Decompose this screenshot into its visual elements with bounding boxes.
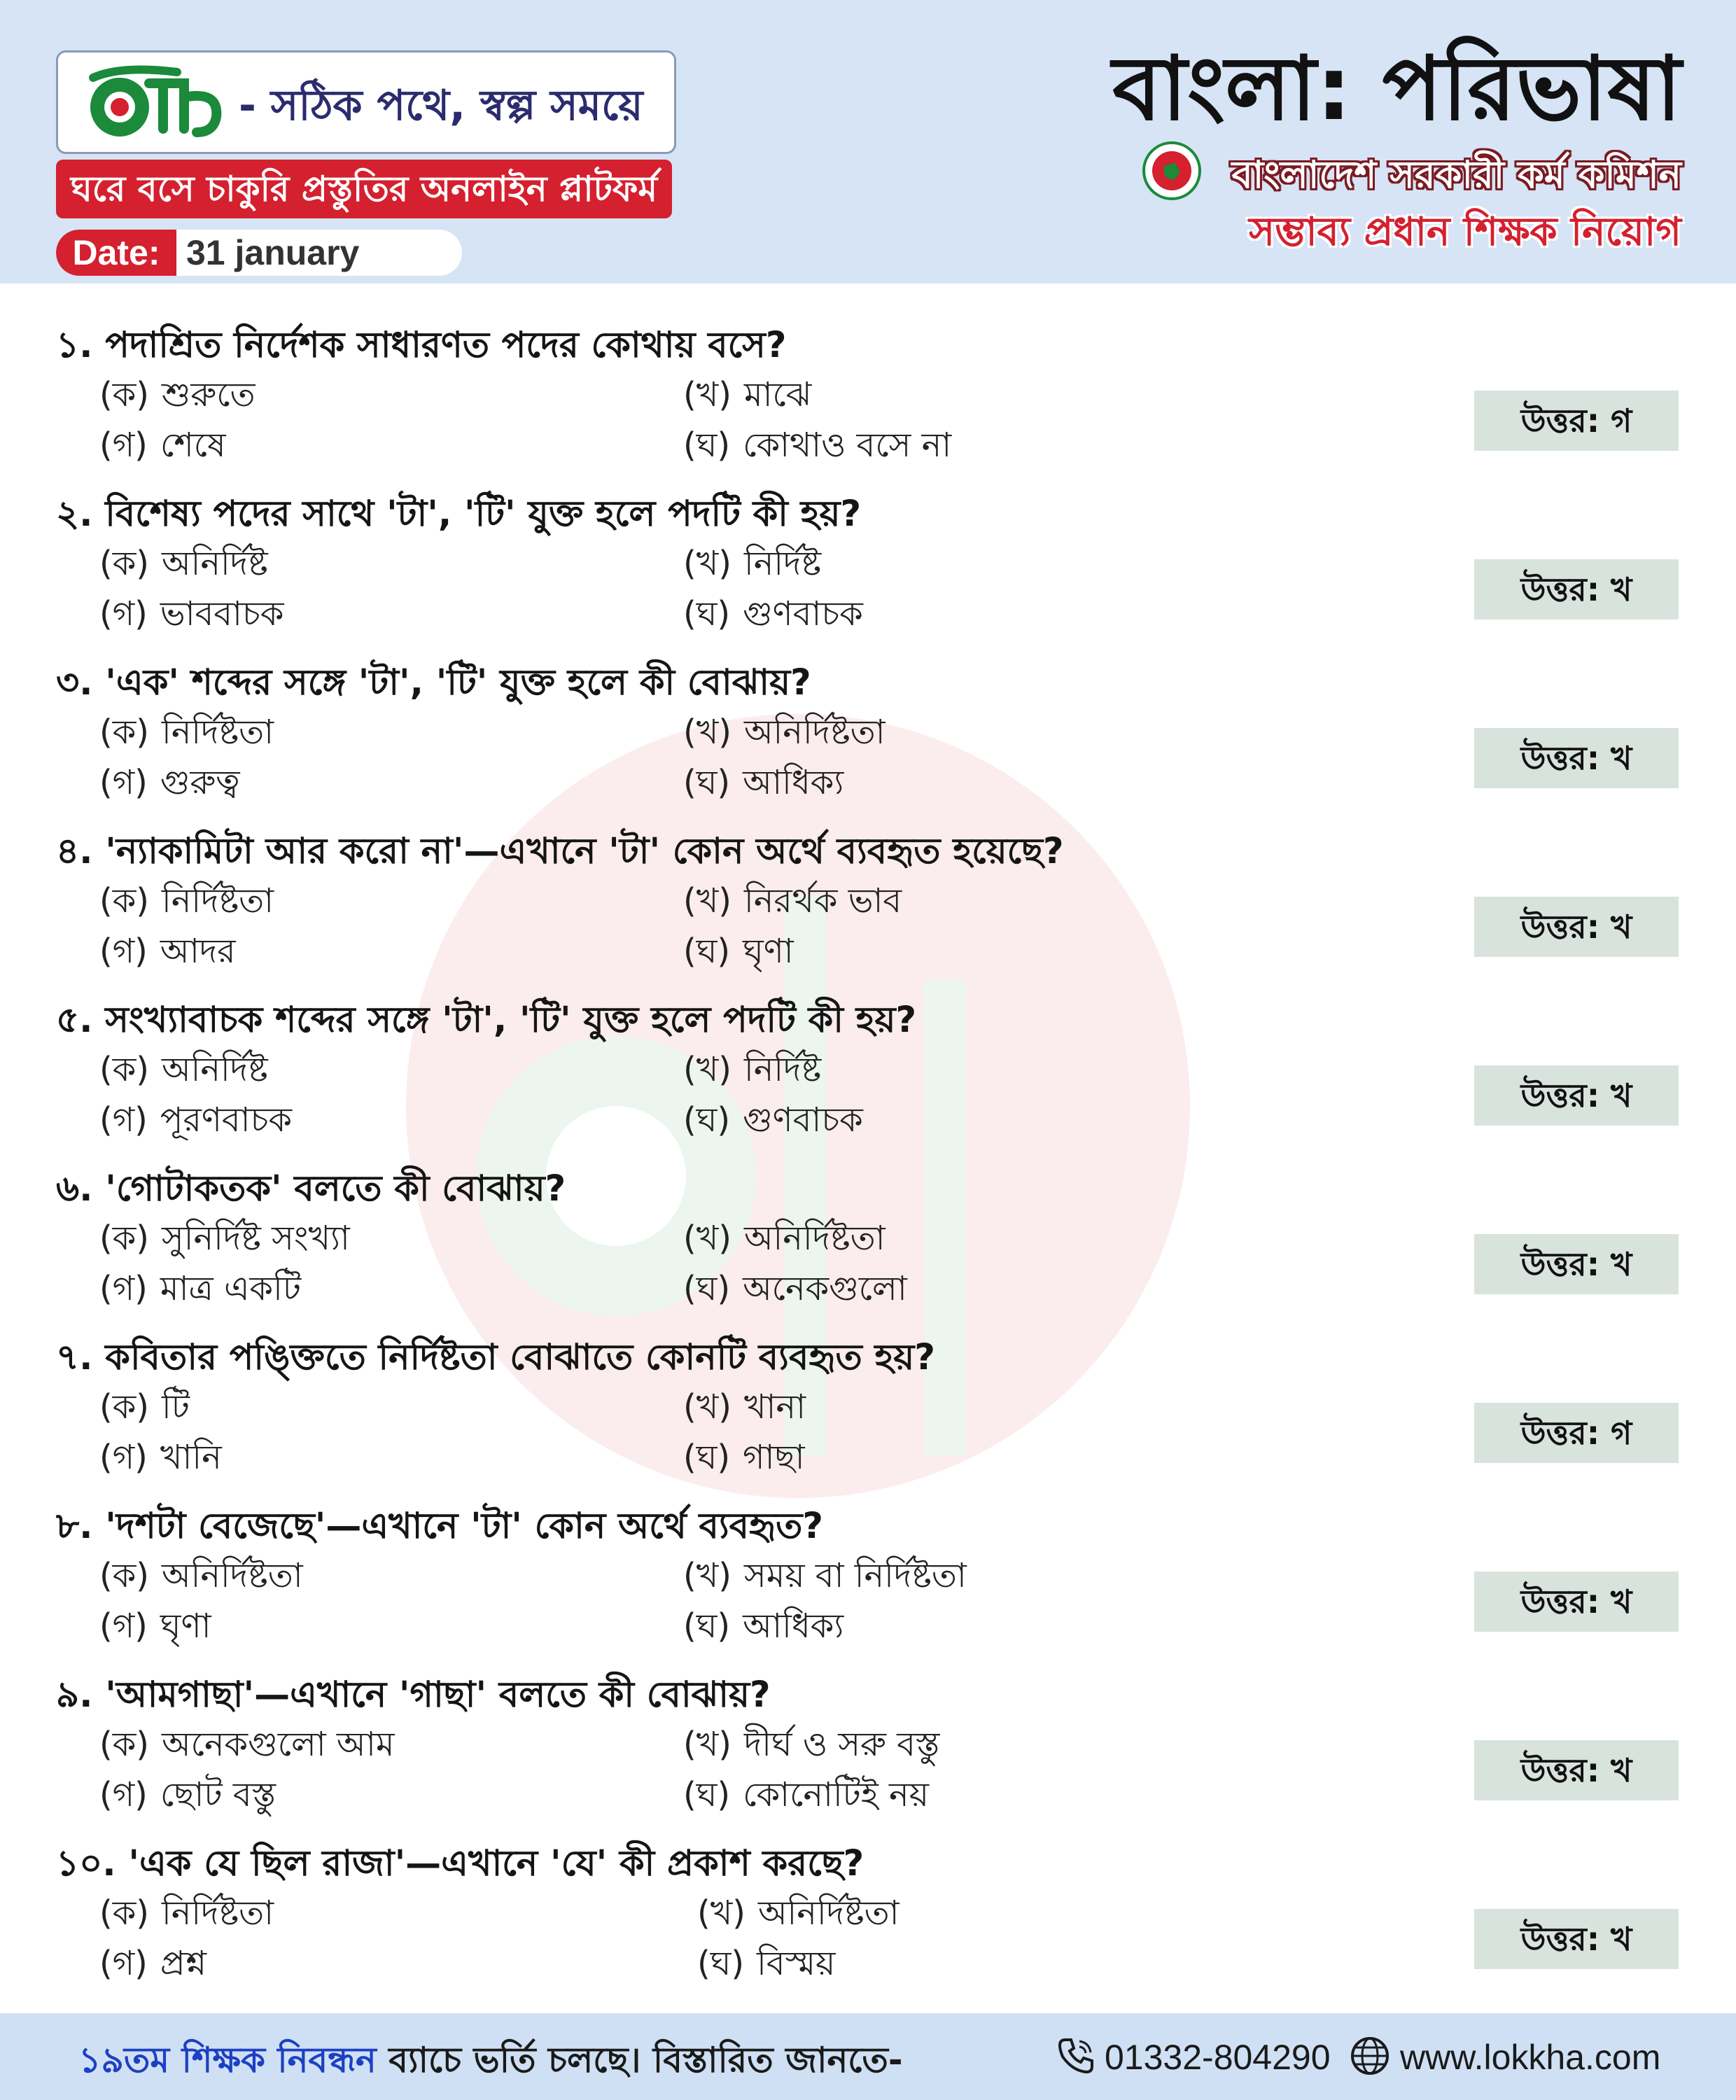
question-item [0, 301, 1736, 469]
option-ga: (গ) ঘৃণা [99, 1606, 211, 1646]
option-gha: (ঘ) আধিক্য [683, 1606, 844, 1646]
answer-box: উত্তর: খ [1474, 1909, 1679, 1969]
question-text: ৬. 'গোটাকতক' বলতে কী বোঝায়? [56, 1168, 566, 1210]
option-ga: (গ) ভাববাচক [99, 594, 284, 634]
option-kha: (খ) সময় বা নির্দিষ্টতা [683, 1556, 967, 1595]
answer-box: উত্তর: খ [1474, 897, 1679, 957]
option-ga: (গ) খানি [99, 1438, 222, 1477]
option-ga: (গ) শেষে [99, 426, 226, 465]
globe-icon [1350, 2036, 1390, 2076]
footer-message [78, 2034, 903, 2092]
footer-text: ব্যাচে ভর্তি চলছে। বিস্তারিত জানতে- [376, 2040, 903, 2080]
answer-box: উত্তর: খ [1474, 1740, 1679, 1800]
question-text: ৭. কবিতার পঙ্ক্তিতে নির্দিষ্টতা বোঝাতে কোনটি ব্যবহৃত হয়? [56, 1337, 935, 1378]
question-text: ৫. সংখ্যাবাচক শব্দের সঙ্গে 'টা', 'টি' যুক্ত হলে পদটি কী হয়? [56, 1000, 917, 1041]
option-gha: (ঘ) কোথাও বসে না [683, 426, 952, 465]
question-text: ৯. 'আমগাছা'—এখানে 'গাছা' বলতে কী বোঝায়? [56, 1674, 771, 1716]
answer-box: উত্তর: গ [1474, 1403, 1679, 1463]
option-ka: (ক) নির্দিষ্টতা [99, 713, 274, 752]
option-gha: (ঘ) গাছা [683, 1438, 805, 1477]
option-kha: (খ) খানা [683, 1387, 806, 1427]
answer-box: উত্তর: খ [1474, 728, 1679, 788]
option-kha: (খ) নির্দিষ্ট [683, 1050, 822, 1089]
option-ga: (গ) আদর [99, 932, 236, 971]
question-item [0, 976, 1736, 1144]
option-ka: (ক) টি [99, 1387, 190, 1427]
option-ga: (গ) পূরণবাচক [99, 1100, 293, 1140]
option-gha: (ঘ) কোনোটিই নয় [683, 1775, 929, 1814]
option-ka: (ক) নির্দিষ্টতা [99, 881, 274, 920]
brand-box [56, 50, 676, 154]
answer-box: উত্তর: গ [1474, 391, 1679, 451]
option-ga: (গ) ছোট বস্তু [99, 1775, 276, 1814]
option-kha: (খ) দীর্ঘ ও সরু বস্তু [683, 1725, 940, 1764]
website-link[interactable]: www.lokkha.com [1400, 2038, 1661, 2077]
page-title: বাংলা: পরিভাষা [1112, 37, 1681, 140]
option-gha: (ঘ) অনেকগুলো [683, 1269, 907, 1308]
option-ka: (ক) নির্দিষ্টতা [99, 1893, 274, 1933]
question-item [0, 1482, 1736, 1650]
option-kha: (খ) অনির্দিষ্টতা [683, 713, 886, 752]
commission-name: বাংলাদেশ সরকারী কর্ম কমিশন [1231, 153, 1681, 197]
answer-box: উত্তর: খ [1474, 1065, 1679, 1126]
answer-box: উত্তর: খ [1474, 559, 1679, 620]
phone-number[interactable]: 01332-804290 [1105, 2038, 1331, 2077]
option-kha: (খ) নির্দিষ্ট [683, 544, 822, 583]
footer-bar [0, 2013, 1736, 2100]
date-label: Date: [56, 230, 176, 276]
option-ka: (ক) শুরুতে [99, 375, 255, 414]
brand-logo [79, 62, 233, 142]
option-gha: (ঘ) গুণবাচক [683, 1100, 863, 1140]
option-ga: (গ) মাত্র একটি [99, 1269, 302, 1308]
question-text: ১. পদাশ্রিত নির্দেশক সাধারণত পদের কোথায় বসে? [56, 325, 787, 366]
option-kha: (খ) নিরর্থক ভাব [683, 881, 902, 920]
question-item [0, 638, 1736, 806]
option-kha: (খ) মাঝে [683, 375, 812, 414]
question-item [0, 1313, 1736, 1481]
brand-tagline: - সঠিক পথে, স্বল্প সময়ে [239, 81, 643, 130]
question-text: ৪. 'ন্যাকামিটা আর করো না'—এখানে 'টা' কোন অর্থে ব্যবহৃত হয়েছে? [56, 831, 1064, 872]
option-gha: (ঘ) আধিক্য [683, 763, 844, 802]
government-seal-icon [1142, 141, 1201, 200]
question-text: ৩. 'এক' শব্দের সঙ্গে 'টা', 'টি' যুক্ত হলে কী বোঝায়? [56, 662, 811, 704]
header-banner [0, 0, 1736, 284]
option-gha: (ঘ) গুণবাচক [683, 594, 863, 634]
option-kha: (খ) অনির্দিষ্টতা [697, 1893, 899, 1933]
option-ka: (ক) অনেকগুলো আম [99, 1725, 395, 1764]
question-item [0, 1144, 1736, 1312]
date-pill [56, 230, 462, 276]
question-text: ২. বিশেষ্য পদের সাথে 'টা', 'টি' যুক্ত হলে পদটি কী হয়? [56, 493, 862, 535]
question-item [0, 1651, 1736, 1819]
question-text: ১০. 'এক যে ছিল রাজা'—এখানে 'যে' কী প্রকাশ করছে? [56, 1843, 864, 1884]
date-value: 31 january [186, 233, 360, 272]
footer-highlight: ১৯তম শিক্ষক নিবন্ধন [78, 2040, 377, 2080]
phone-icon [1056, 2036, 1096, 2076]
question-item [0, 807, 1736, 975]
platform-banner: ঘরে বসে চাকুরি প্রস্তুতির অনলাইন প্লাটফর্ম [56, 160, 672, 218]
option-ka: (ক) সুনির্দিষ্ট সংখ্যা [99, 1219, 350, 1258]
answer-box: উত্তর: খ [1474, 1572, 1679, 1632]
option-ka: (ক) অনির্দিষ্টতা [99, 1556, 303, 1595]
option-ga: (গ) প্রশ্ন [99, 1944, 206, 1983]
question-item [0, 470, 1736, 638]
option-gha: (ঘ) ঘৃণা [683, 932, 794, 971]
option-gha: (ঘ) বিস্ময় [697, 1944, 836, 1983]
recruitment-subtitle: সম্ভাব্য প্রধান শিক্ষক নিয়োগ [1249, 209, 1681, 255]
question-text: ৮. 'দশটা বেজেছে'—এখানে 'টা' কোন অর্থে ব্যবহৃত? [56, 1506, 824, 1547]
answer-box: উত্তর: খ [1474, 1234, 1679, 1294]
option-ka: (ক) অনির্দিষ্ট [99, 544, 268, 583]
option-ka: (ক) অনির্দিষ্ট [99, 1050, 268, 1089]
option-kha: (খ) অনির্দিষ্টতা [683, 1219, 886, 1258]
question-item [0, 1819, 1736, 1987]
option-ga: (গ) গুরুত্ব [99, 763, 240, 802]
